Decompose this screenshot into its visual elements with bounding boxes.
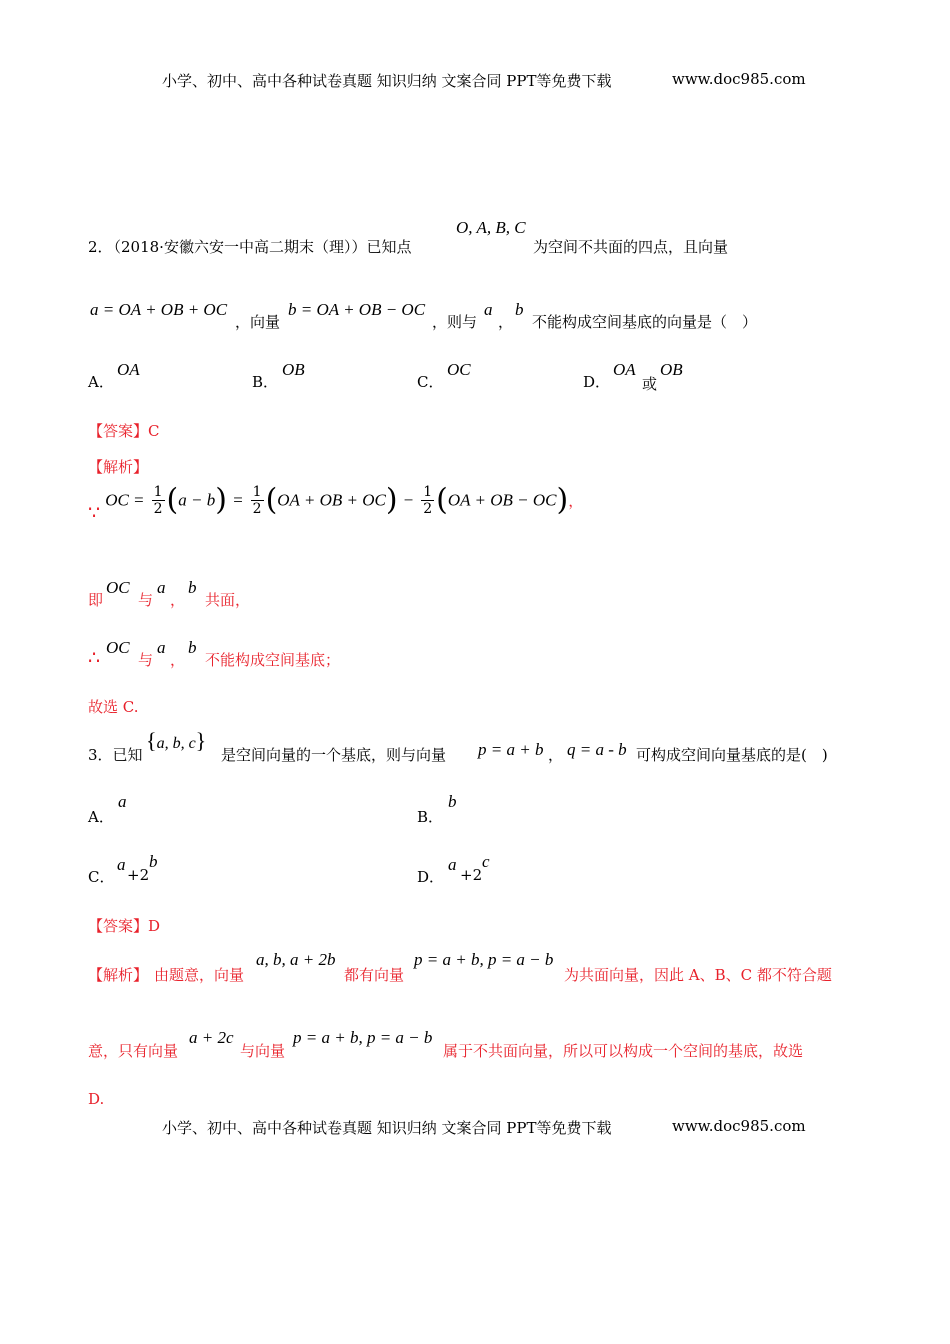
q2-mid2: ，则与 [432,313,478,331]
q3-option-d-label: D． [417,868,445,886]
q2-points: O, A, B, C [456,218,526,237]
footer-text: 小学、初中、高中各种试卷真题 知识归纳 文案合同 PPT等免费下载 [162,1119,612,1137]
header-text: 小学、初中、高中各种试卷真题 知识归纳 文案合同 PPT等免费下载 [162,72,612,90]
q3-text1: 是空间向量的一个基底，则与向量 [221,746,447,764]
q3-set: {a, b, c} [146,728,207,753]
eq-lhs: OC = [105,490,145,510]
q3-option-c-value2: b [149,852,158,871]
q3-p: p = a + b [478,740,544,759]
q2-l2-end: 不能构成空间基底； [205,651,341,669]
q2-l1-oc: OC [106,578,130,597]
q3-answer-label: 【答案】D [88,917,161,935]
q2-text-after: 为空间不共面的四点，且向量 [533,238,729,256]
q2-option-d-value2: OB [660,360,683,379]
footer-url[interactable]: www.doc985.com [672,1117,806,1135]
q2-l2-oc: OC [106,638,130,657]
q3-l1-b: 都有向量 [344,966,405,984]
q3-option-a-value: a [118,792,127,811]
q3-answer: D [148,917,161,935]
q3-l1-c: 为共面向量，因此 A、B、C 都不符合题 [564,966,832,984]
q2-answer-label: 【答案】C [88,422,160,440]
q3-option-a-label: A． [88,808,114,826]
q3-option-d-plus: +2 [460,866,483,884]
q3-comma: ， [548,746,564,764]
q3-option-d-value2: c [482,852,490,871]
q3-l2-vec: a + 2c [189,1028,234,1047]
q2-l1-sep: ， [170,591,186,609]
q2-option-d-value: OA [613,360,636,379]
eq-frac-3: $\frac{1}{2}$ [423,484,433,517]
eq-comma: ， [568,492,584,510]
q3-l3: D. [88,1090,105,1108]
q3-l2-c: 属于不共面向量，所以可以构成一个空间的基底，故选 [443,1042,804,1060]
q2-sep: ， [498,313,514,331]
q2-l2-a: a [157,638,166,657]
q3-option-c-plus: +2 [127,866,150,884]
q2-a: a [484,300,493,319]
q2-option-c-label: C． [417,373,444,391]
q3-l1-a: 由题意，向量 [154,966,245,984]
q2-b: b [515,300,524,319]
q3-l2-pq: p = a + b, p = a − b [293,1028,433,1047]
q3-l2-a: 意，只有向量 [88,1042,179,1060]
therefore-symbol: ∴ [88,647,101,669]
q2-equation: ∵ OC = $\frac{1}{2}$ (a − b) = $\frac{1}{2}$ (OA + OB + OC) − $\frac{1}{2}$ (OA + OB − OC)， [88,482,584,524]
header-url[interactable]: www.doc985.com [672,70,806,88]
q3-number: 3．已知 [88,746,143,764]
q2-l1-and: 与 [138,591,154,609]
because-symbol: ∵ [88,501,101,524]
q2-analysis-label: 【解析】 [88,458,149,476]
q2-l3: 故选 C. [88,698,139,716]
q3-l2-b: 与向量 [240,1042,286,1060]
q3-option-c-label: C． [88,868,115,886]
q2-option-c-value: OC [447,360,471,379]
eq-frac-1: $\frac{1}{2}$ [153,484,163,517]
q2-l1-a: a [157,578,166,597]
q2-option-d-join: 或 [642,375,658,393]
q3-option-b-value: b [448,792,457,811]
q3-option-c-value: a [117,855,126,874]
eq-frac-2: $\frac{1}{2}$ [252,484,262,517]
q2-answer: C [148,422,160,440]
q2-source: （2018·安徽六安一中高二期末（理））已知点 [106,238,412,256]
q2-option-b-label: B． [252,373,279,391]
q2-l2-sep: ， [170,651,186,669]
q2-l1-b: b [188,578,197,597]
q2-number: 2． [88,238,113,256]
q2-l2-and: 与 [138,651,154,669]
q2-mid1: ，向量 [235,313,281,331]
q2-option-d-label: D． [583,373,611,391]
q2-text-end: 不能构成空间基底的向量是（ ） [532,313,758,331]
q3-l1-pq: p = a + b, p = a − b [414,950,554,969]
q2-option-b-value: OB [282,360,305,379]
q2-option-a-value: OA [117,360,140,379]
q3-analysis-label: 【解析】 [88,966,149,984]
q3-option-d-value: a [448,855,457,874]
eq-sum: OA + OB + OC [277,490,386,510]
eq-ab: a − b [178,490,216,510]
q2-option-a-label: A． [88,373,114,391]
eq-diff: OA + OB − OC [447,490,557,510]
q2-vector-a: a = OA + OB + OC [90,300,228,319]
q2-vector-b: b = OA + OB − OC [288,300,426,319]
q2-l1-pre: 即 [88,591,104,609]
q3-l1-vecs: a, b, a + 2b [256,950,336,969]
q3-q: q = a - b [567,740,627,759]
q3-text2: 可构成空间向量基底的是( ) [636,746,828,764]
q3-option-b-label: B． [417,808,444,826]
q2-l2-b: b [188,638,197,657]
q2-l1-end: 共面， [205,591,251,609]
